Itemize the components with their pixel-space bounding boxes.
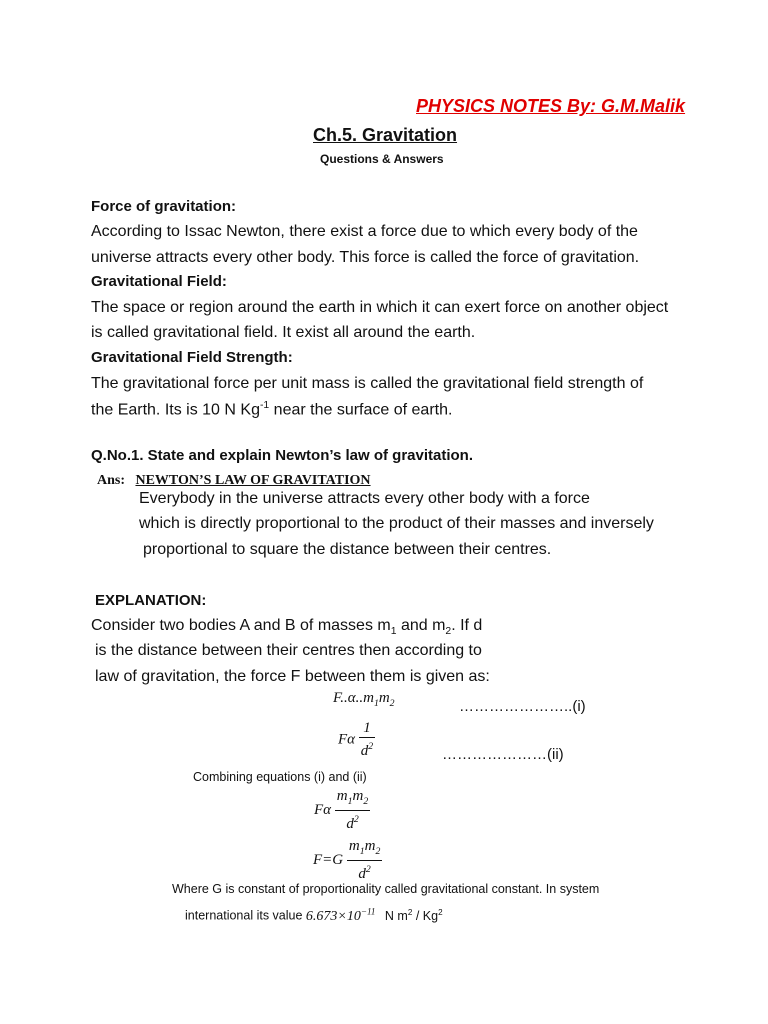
answer-label: Ans: [97,473,126,488]
law-statement: proportional to square the distance between their centres. [143,541,552,558]
definition-text: According to Issac Newton, there exist a force due to which every body of the [91,223,638,240]
explanation-text: Consider two bodies A and B of masses $m_1$ and $m_2$. If d [91,617,483,638]
equation-ref-1: …………………..(i) [459,698,586,715]
fraction: $\frac{m_1m_2}{d^2}$ [336,788,369,832]
answer-heading [97,471,371,489]
equation-4: F=G $\frac{m_1m_2}{d^2}$ [313,838,381,882]
equation-2: Fα $\frac{1}{d^2}$ [338,720,374,759]
law-statement: which is directly proportional to the product of their masses and inversely [139,515,654,532]
definition-text: the Earth. Its is 10 N $Kg^{-1}$ near the surface of earth. [91,400,453,419]
explanation-text: law of gravitation, the force F between them is given as: [95,668,490,685]
definition-text: The space or region around the earth in which it can exert force on another object [91,299,669,316]
definition-text: The gravitational force per unit mass is called the gravitational field strength of [91,375,644,392]
explanation-text: is the distance between their centres then according to [95,642,482,659]
equation-1: $F..\alpha..m_1m_2$ [333,690,395,709]
law-statement: Everybody in the universe attracts every other body with a force [139,490,590,507]
subtitle: Questions & Answers [320,152,444,166]
question-text: Q.No.1. State and explain Newton’s law of gravitation. [91,447,474,464]
constant-value-line: international its value $6.673\times 10^{-11}$ N $m^2 / Kg^2$ [185,906,443,924]
explanation-heading: EXPLANATION: [95,592,207,609]
chapter-title: Ch.5. Gravitation [313,125,458,145]
law-title: NEWTON’S LAW OF GRAVITATION [135,473,371,488]
definition-text: is called gravitational field. It exist all around the earth. [91,324,476,341]
combining-note: Combining equations (i) and (ii) [193,770,367,784]
equation-3: Fα $\frac{m_1m_2}{d^2}$ [314,788,369,832]
fraction: $\frac{1}{d^2}$ [360,720,374,759]
definition-heading-field: Gravitational Field: [91,273,227,290]
equation-ref-2: …………………(ii) [442,746,564,763]
definition-heading-strength: Gravitational Field Strength: [91,349,293,366]
definition-heading-force: Force of gravitation: [91,198,237,215]
constant-text: Where G is constant of proportionality called gravitational constant. In system [172,882,600,896]
definition-text: universe attracts every other body. This force is called the force of gravitation. [91,249,640,266]
fraction: $\frac{m_1m_2}{d^2}$ [348,838,381,882]
notes-title: PHYSICS NOTES By: G.M.Malik [416,96,686,116]
